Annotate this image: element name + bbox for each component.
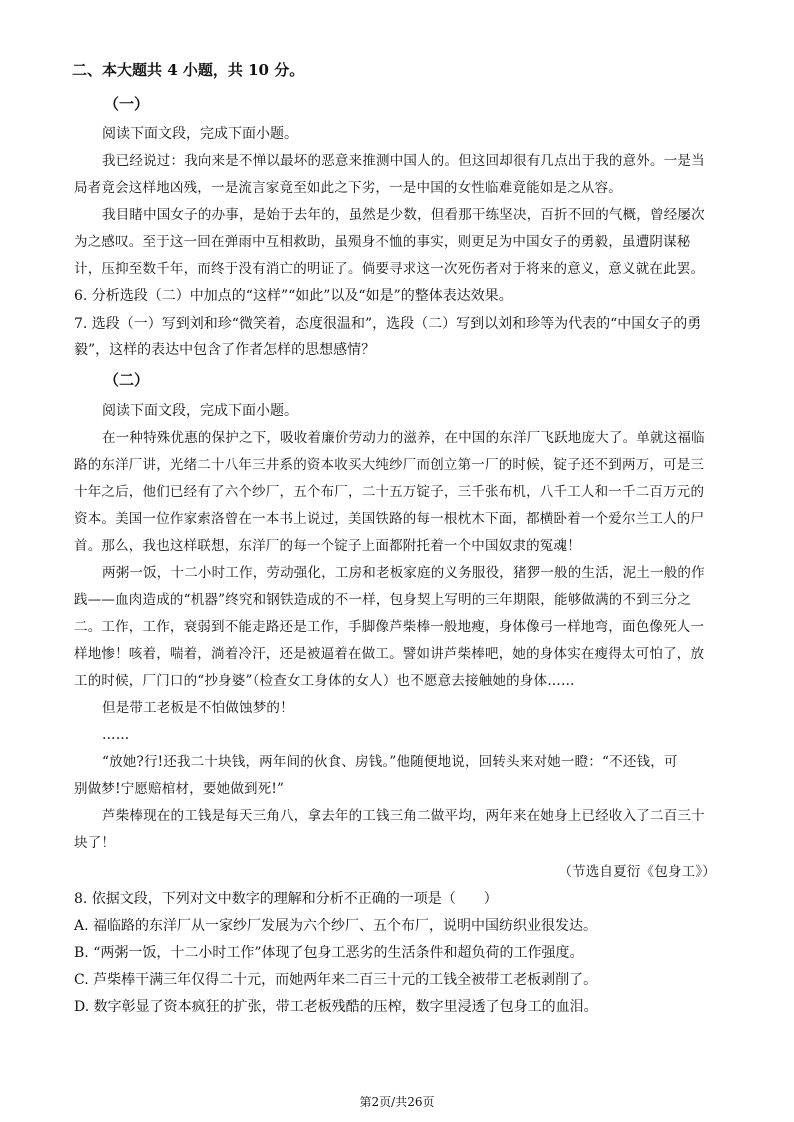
question-8-option-a: A. 福临路的东洋厂从一家纱厂发展为六个纱厂、五个布厂，说明中国纺织业很发达。 [74,918,598,934]
part2-paragraph4-line1: “放她?行!还我二十块钱，两年间的伙食、房钱。”他随便地说，回转头来对她一瞪：“不还钱，可 [102,754,678,770]
part2-paragraph1-line1: 在一种特殊优惠的保护之下，吸收着廉价劳动力的滋养，在中国的东洋厂飞跃地庞大了。单就这福临 [102,430,705,446]
part2-paragraph5-line2: 块了！ [74,835,116,851]
part2-instruction: 阅读下面文段，完成下面小题。 [102,403,298,419]
question-7-line1: 7. 选段（一）写到刘和珍“微笑着，态度很温和”，选段（二）写到以刘和珍等为代表的“中国女子的勇 [74,316,702,332]
part2-paragraph4-line2: 别做梦!宁愿赔棺材，要她做到死!” [74,781,285,797]
part2-paragraph2-line1: 两粥一饭，十二小时工作，劳动强化，工房和老板家庭的义务服役，猪猡一般的生活，泥土一般的作 [102,565,705,581]
part2-paragraph2-line2: 践——血肉造成的“机器”终究和钢铁造成的不一样，包身契上写明的三年期限，能够做满的不到三分之 [74,592,692,608]
question-8-option-b: B. “两粥一饭，十二小时工作”体现了包身工恶劣的生活条件和超负荷的工作强度。 [74,945,584,961]
part1-instruction: 阅读下面文段，完成下面小题。 [102,126,298,142]
part1-paragraph2-line3: 计，压抑至数千年，而终于没有消亡的明证了。倘要寻求这一次死伤者对于将来的意义，意义就在此罢。 [74,261,705,277]
page-footer: 第2页/共26页 [359,1095,435,1109]
question-7-line2: 毅”，这样的表达中包含了作者怎样的思想感情？ [74,342,376,358]
part1-paragraph1-line1: 我已经说过：我向来是不惮以最坏的恶意来推测中国人的。但这回却很有几点出于我的意外。一是当 [102,153,705,169]
part2-paragraph1-line4: 资本。美国一位作家索洛曾在一本书上说过，美国铁路的每一根枕木下面，都横卧着一个爱尔兰工人的尸 [74,511,705,527]
question-6: 6. 分析选段（二）中加点的“这样”“如此”以及“如是”的整体表达效果。 [74,288,513,304]
part2-ellipsis: …… [102,727,130,743]
part1-label: （一） [104,95,150,113]
part2-paragraph1-line2: 路的东洋厂讲，光绪二十八年三井系的资本收买大纯纱厂而创立第一厂的时候，锭子还不到两万，可是三 [74,457,705,473]
source-citation: （节选自夏衍《包身工》） [558,864,716,880]
part2-paragraph1-line3: 十年之后，他们已经有了六个纱厂，五个布厂，二十五万锭子，三千张布机，八千工人和一千二百万元的 [74,484,705,500]
part2-paragraph5-line1: 芦柴棒现在的工钱是每天三角八，拿去年的工钱三角二做平均，两年来在她身上已经收入了二百三十 [102,808,705,824]
question-8-option-d: D. 数字彰显了资本疯狂的扩张，带工老板残酷的压榨，数字里浸透了包身工的血泪。 [74,999,598,1015]
question-8-stem: 8. 依据文段，下列对文中数字的理解和分析不正确的一项是（ ） [74,891,498,907]
part1-paragraph2-line1: 我目睹中国女子的办事，是始于去年的，虽然是少数，但看那干练坚决，百折不回的气概，曾经屡次 [102,207,705,223]
part1-paragraph2-line2: 为之感叹。至于这一回在弹雨中互相救助，虽殒身不恤的事实，则更足为中国女子的勇毅，虽遭阴谋秘 [74,234,691,250]
part1-paragraph1-line2: 局者竟会这样地凶残，一是流言家竟至如此之下劣，一是中国的女性临难竟能如是之从容。 [74,180,622,196]
part2-label: （二） [104,371,150,389]
part2-paragraph1-line5: 首。那么，我也这样联想，东洋厂的每一个锭子上面都附托着一个中国奴隶的冤魂！ [74,538,581,554]
question-8-option-c: C. 芦柴棒干满三年仅得二十元，而她两年来二百三十元的工钱全被带工老板剥削了。 [74,972,598,988]
section-title: 二、本大题共 4 小题，共 10 分。 [72,61,305,79]
part2-paragraph2-line4: 样地惨！咳着，喘着，淌着冷汗，还是被逼着在做工。譬如讲芦柴棒吧，她的身体实在瘦得太可怕了，放 [74,646,705,662]
part2-paragraph2-line5: 工的时候，厂门口的“抄身婆”（检查女工身体的女人）也不愿意去接触她的身体…… [74,673,575,689]
part2-paragraph3: 但是带工老板是不怕做蚀梦的！ [102,700,294,716]
part2-paragraph2-line3: 二。工作，工作，衰弱到不能走路还是工作，手脚像芦柴棒一般地瘦，身体像弓一样地弯，面色像死人一 [74,619,705,635]
